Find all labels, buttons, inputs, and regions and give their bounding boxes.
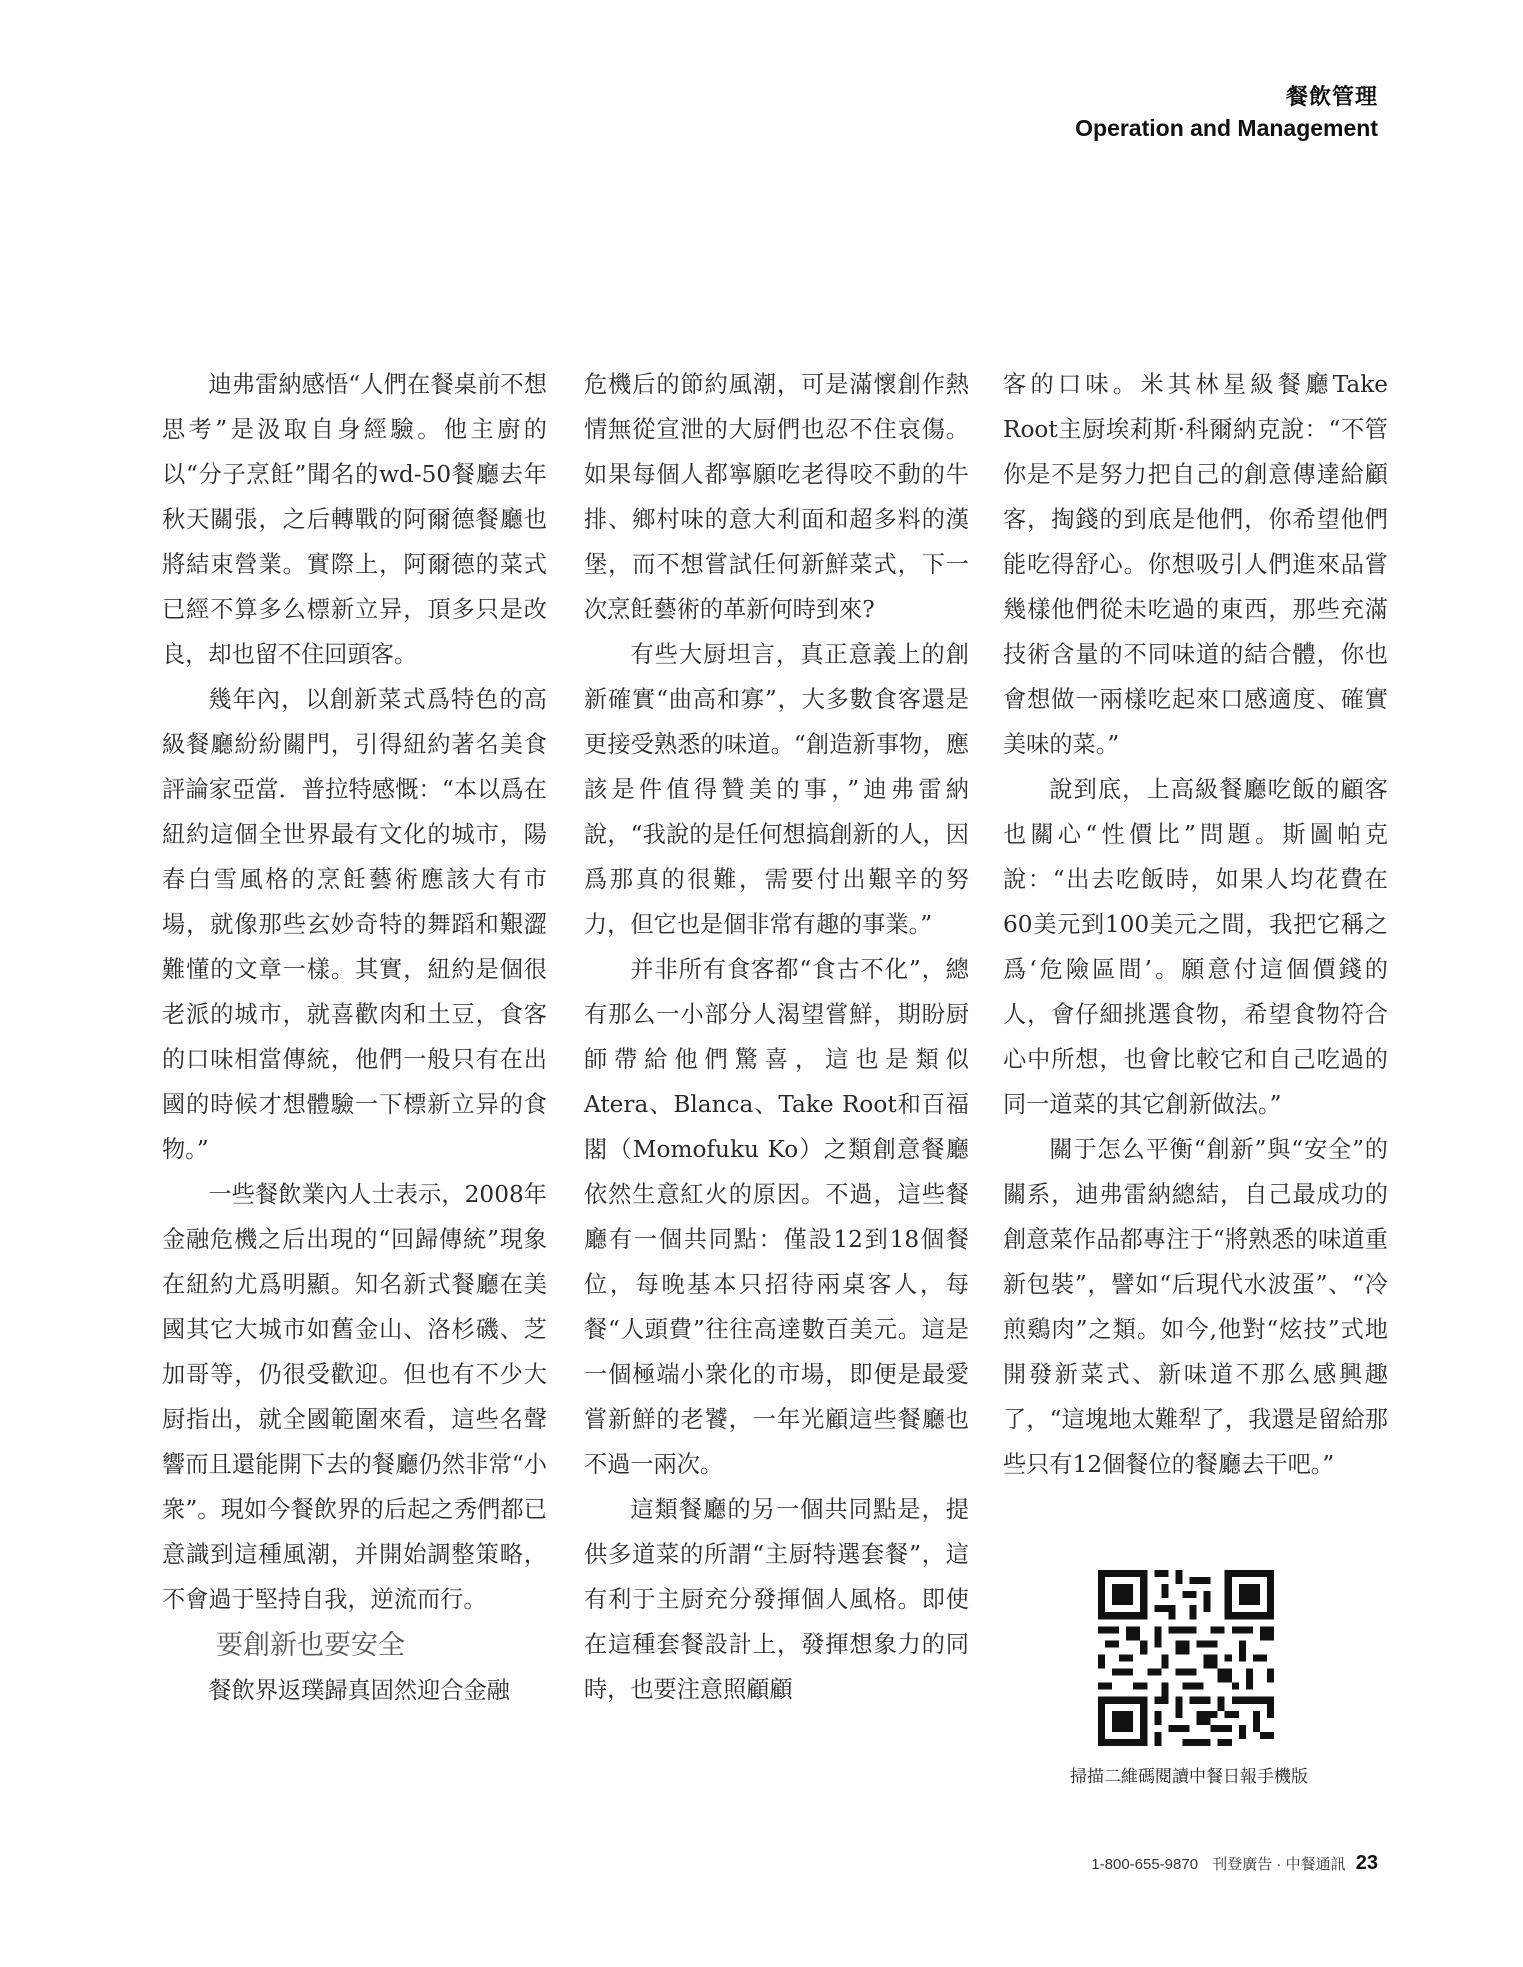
paragraph: 這類餐廳的另一個共同點是，提供多道菜的所謂“主厨特選套餐”，這有利于主厨充分發揮個人風格。即使在這種套餐設計上，發揮想象力的同時，也要注意照顧顧 [584,1496,969,1703]
article-column-1 [162,362,547,1713]
paragraph: 餐飲界返璞歸真固然迎合金融 [208,1677,510,1704]
qr-caption: 掃描二維碼閱讀中餐日報手機版 [1070,1767,1308,1787]
ad-phone: 1-800-655-9870 [1091,1856,1199,1873]
paragraph: 一些餐飲業內人士表示，2008年金融危機之后出現的“回歸傳統”現象在紐約尤爲明顯。知名新式餐廳在美國其它大城市如舊金山、洛杉磯、芝加哥等，仍很受歡迎。但也有不少大厨指出，就全國範圍來看，這些名聲響而且還能開下去的餐廳仍然非常“小衆”。現如今餐飲界的后起之秀們都已意識到這種風潮，并開始調整策略，不會過于堅持自我，逆流而行。 [162,1181,547,1613]
article-column-2 [584,362,969,1712]
paragraph: 客的口味。米其林星級餐廳Take Root主厨埃莉斯·科爾納克說：“不管你是不是努力把自己的創意傳達給顧客，掏錢的到底是他們，你希望他們能吃得舒心。你想吸引人們進來品嘗幾樣他們從未吃過的東西，那些充滿技術含量的不同味道的結合體，你也會想做一兩樣吃起來口感適度、確實美味的菜。” [1003,371,1388,758]
subheading: 要創新也要安全 [216,1630,405,1661]
section-title-chinese: 餐飲管理 [1285,85,1378,110]
paragraph: 并非所有食客都“食古不化”，總有那么一小部分人渴望嘗鮮，期盼厨師帶給他們驚喜，這也是類似Atera、Blanca、Take Root和百福閣（Momofuku Ko）之類創意餐廳依然生意紅火的原因。不過，這些餐廳有一個共同點：僅設12到18個餐位，每晚基本只招待兩桌客人，每餐“人頭費”往往高達數百美元。這是一個極端小衆化的市場，即便是最愛嘗新鮮的老饕，一年光顧這些餐廳也不過一兩次。 [584,956,969,1478]
paragraph: 危機后的節約風潮，可是滿懷創作熱情無從宣泄的大厨們也忍不住哀傷。如果每個人都寧願吃老得咬不動的牛排、鄉村味的意大利面和超多料的漢堡，而不想嘗試任何新鮮菜式，下一次烹飪藝術的革新何時到來? [584,371,969,623]
qr-code-icon[interactable] [1098,1570,1274,1746]
footer-label: 刊登廣告 · 中餐通訊 [1212,1856,1346,1873]
paragraph: 關于怎么平衡“創新”與“安全”的關系，迪弗雷納總結，自己最成功的創意菜作品都專注于“將熟悉的味道重新包裝”，譬如“后現代水波蛋”、“冷煎鷄肉”之類。如今,他對“炫技”式地開發新菜式、新味道不那么感興趣了，“這塊地太難犁了，我還是留給那些只有12個餐位的餐廳去干吧。” [1003,1136,1388,1478]
section-title-english: Operation and Management [1075,115,1378,141]
page-number: 23 [1355,1852,1378,1874]
paragraph: 有些大厨坦言，真正意義上的創新確實“曲高和寡”，大多數食客還是更接受熟悉的味道。“創造新事物，應該是件值得贊美的事，”迪弗雷納說，“我說的是任何想搞創新的人，因爲那真的很難，需要付出艱辛的努力，但它也是個非常有趣的事業。” [584,641,969,938]
article-column-3 [1003,362,1388,1487]
paragraph: 說到底，上高級餐廳吃飯的顧客也關心“性價比”問題。斯圖帕克說：“出去吃飯時，如果人均花費在60美元到100美元之間，我把它稱之爲‘危險區間’。願意付這個價錢的人，會仔細挑選食物，希望食物符合心中所想，也會比較它和自己吃過的同一道菜的其它創新做法。” [1003,776,1388,1118]
paragraph: 幾年內，以創新菜式爲特色的高級餐廳紛紛關門，引得紐約著名美食評論家亞當．普拉特感慨：“本以爲在紐約這個全世界最有文化的城市，陽春白雪風格的烹飪藝術應該大有市場，就像那些玄妙奇特的舞蹈和艱澀難懂的文章一樣。其實，紐約是個很老派的城市，就喜歡肉和土豆，食客的口味相當傳統，他們一般只有在出國的時候才想體驗一下標新立异的食物。” [162,686,547,1163]
page-footer [1091,1852,1378,1875]
paragraph: 迪弗雷納感悟“人們在餐桌前不想思考”是汲取自身經驗。他主廚的以“分子烹飪”聞名的wd-50餐廳去年秋天關張，之后轉戰的阿爾德餐廳也將結束營業。實際上，阿爾德的菜式已經不算多么標新立异，頂多只是改良，却也留不住回頭客。 [162,371,547,668]
